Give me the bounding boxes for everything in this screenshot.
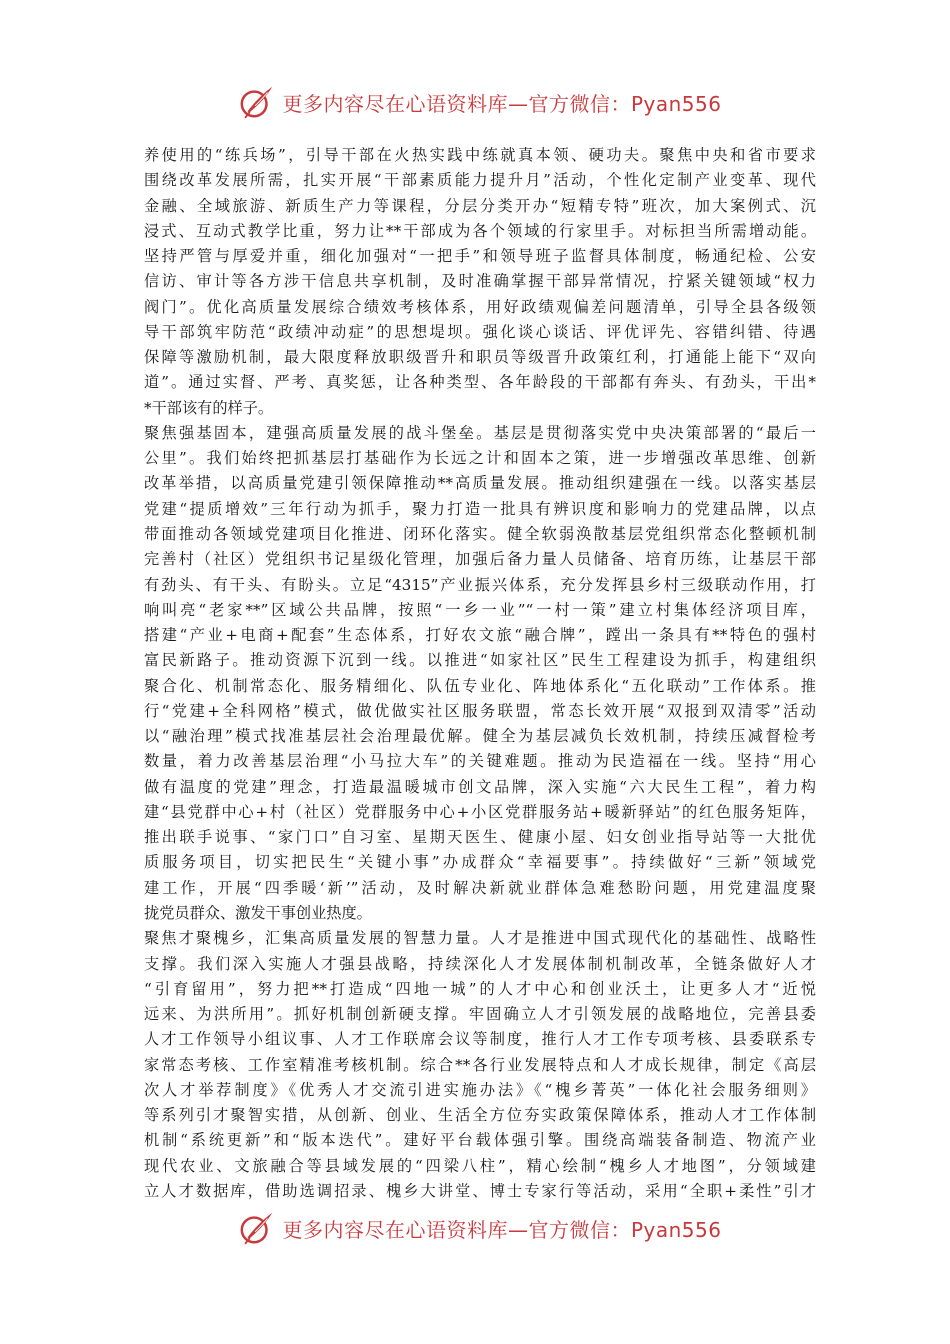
document-line: 养使用的“练兵场”，引导干部在火热实践中练就真本领、硬功夫。聚焦中央和省市要求: [144, 146, 816, 164]
document-line: 机制“系统更新”和“版本迭代”。建好平台载体强引擎。围绕高端装备制造、物流产业: [144, 1131, 816, 1150]
document-line: 聚合化、机制常态化、服务精细化、队伍专业化、阵地体系化“五化联动”工作体系。推: [144, 676, 816, 695]
document-line: 金融、全域旅游、新质生产力等课程，分层分类开办“短精专特”班次，加大案例式、沉: [144, 196, 816, 215]
footer-watermark-banner: [0, 1206, 950, 1250]
document-line: 聚焦才聚槐乡，汇集高质量发展的智慧力量。人才是推进中国式现代化的基础性、战略性: [144, 929, 816, 948]
document-line: 质服务项目，切实把民生“关键小事”办成群众“幸福要事”。持续做好“三新”领域党: [144, 853, 816, 872]
document-line: 家常态考核、工作室精准考核机制。综合**各行业发展特点和人才成长规律，制定《高层: [144, 1055, 816, 1074]
document-line: 立人才数据库，借助选调招录、槐乡大讲堂、博士专家行等活动，采用“全职+柔性”引才: [144, 1181, 816, 1200]
document-line: 坚持严管与厚爱并重，细化加强对“一把手”和领导班子监督具体制度，畅通纪检、公安: [144, 247, 816, 266]
header-watermark-group: [238, 83, 721, 121]
document-line: 等系列引才聚智实措，从创新、创业、生活全方位夯实政策保障体系，推动人才工作体制: [144, 1106, 816, 1125]
document-line: “引育留用”，努力把**打造成“四地一城”的人才中心和创业沃土，让更多人才“近悦: [144, 979, 816, 998]
document-line: 建“县党群中心+村（社区）党群服务中心+小区党群服务站+暖新驿站”的红色服务矩阵，: [144, 802, 816, 821]
header-watermark-text: 更多内容尽在心语资料库—官方微信：Pyan556: [282, 91, 722, 116]
document-line: 阀门”。优化高质量发展综合绩效考核体系，用好政绩观偏差问题清单，引导全县各级领: [144, 297, 816, 316]
feather-pen-logo-icon: [238, 1209, 276, 1247]
document-line: 数量，着力改善基层治理“小马拉大车”的关键难题。推动为民造福在一线。坚持“用心: [144, 752, 816, 771]
document-line: 建工作，开展“四季暖‘新’”活动，及时解决新就业群体急难愁盼问题，用党建温度聚: [144, 878, 816, 897]
footer-watermark-group: [238, 1209, 721, 1247]
document-line: 有劲头、有干头、有盼头。立足“4315”产业振兴体系，充分发挥县乡村三级联动作用，打: [144, 575, 816, 594]
document-line: 带面推动各领域党建项目化推进、闭环化落实。健全软弱涣散基层党组织常态化整顿机制: [144, 524, 816, 543]
document-line: 聚焦强基固本，建强高质量发展的战斗堡垒。基层是贯彻落实党中央决策部署的“最后一: [144, 423, 816, 442]
document-body: [144, 143, 816, 1204]
document-line: 浸式、互动式教学比重，努力让**干部成为各个领域的行家里手。对标担当所需增动能。: [144, 221, 816, 240]
document-line: 次人才举荐制度》《优秀人才交流引进实施办法》《“槐乡菁英”一体化社会服务细则》: [144, 1080, 816, 1099]
document-line: 道”。通过实督、严考、真奖惩，让各种类型、各年龄段的干部都有奔头、有劲头，干出*: [144, 373, 816, 392]
document-line: 富民新路子。推动资源下沉到一线。以推进“如家社区”民生工程建设为抓手，构建组织: [144, 651, 816, 670]
document-line: 行“党建+全科网格”模式，做优做实社区服务联盟，常态长效开展“双报到双清零”活动: [144, 701, 816, 720]
document-line: 改革举措，以高质量党建引领保障推动**高质量发展。推动组织建强在一线。以落实基层: [144, 474, 816, 493]
document-line: 做有温度的党建”理念，打造最温暖城市创文品牌，深入实施“六大民生工程”，着力构: [144, 777, 816, 796]
document-line: 拢党员群众、激发干事创业热度。: [144, 903, 372, 922]
document-line: 完善村（社区）党组织书记星级化管理，加强后备力量人员储备、培育历练，让基层干部: [144, 550, 816, 569]
document-line: 围绕改革发展所需，扎实开展“干部素质能力提升月”活动，个性化定制产业变革、现代: [144, 171, 816, 190]
document-line: 保障等激励机制，最大限度释放职级晋升和职员等级晋升政策红利，打通能上能下“双向: [144, 348, 816, 367]
document-line: 推出联手说事、“家门口”自习室、星期天医生、健康小屋、妇女创业指导站等一大批优: [144, 828, 816, 847]
document-line: 搭建“产业+电商+配套”生态体系，打好农文旅“融合牌”，蹚出一条具有**特色的强村: [144, 626, 816, 645]
document-line: 公里”。我们始终把抓基层打基础作为长远之计和固本之策，进一步增强改革思维、创新: [144, 449, 816, 468]
document-line: 远来、为洪所用”。抓好机制创新硬支撑。牢固确立人才引领发展的战略地位，完善县委: [144, 1005, 816, 1024]
document-line: 现代农业、文旅融合等县域发展的“四梁八柱”，精心绘制“槐乡人才地图”，分领域建: [144, 1156, 816, 1175]
feather-pen-logo-icon: [238, 83, 276, 121]
document-line: *干部该有的样子。: [144, 398, 274, 417]
document-line: 信访、审计等各方涉干信息共享机制，及时准确掌握干部异常情况，拧紧关键领域“权力: [144, 272, 816, 291]
footer-watermark-text: 更多内容尽在心语资料库—官方微信：Pyan556: [282, 1217, 722, 1242]
document-line: 以“融治理”模式找准基层社会治理最优解。健全为基层减负长效机制，持续压减督检考: [144, 727, 816, 746]
document-line: 人才工作领导小组议事、人才工作联席会议等制度，推行人才工作专项考核、县委联系专: [144, 1030, 816, 1049]
header-watermark-banner: [0, 80, 950, 124]
document-line: 支撑。我们深入实施人才强县战略，持续深化人才发展体制机制改革，全链条做好人才: [144, 954, 816, 973]
document-line: 导干部筑牢防范“政绩冲动症”的思想堤坝。强化谈心谈话、评优评先、容错纠错、待遇: [144, 322, 816, 341]
document-line: 党建“提质增效”三年行动为抓手，聚力打造一批具有辨识度和影响力的党建品牌，以点: [144, 499, 816, 518]
document-line: 响叫亮“老家**”区域公共品牌，按照“一乡一业”“一村一策”建立村集体经济项目库，: [144, 600, 816, 619]
